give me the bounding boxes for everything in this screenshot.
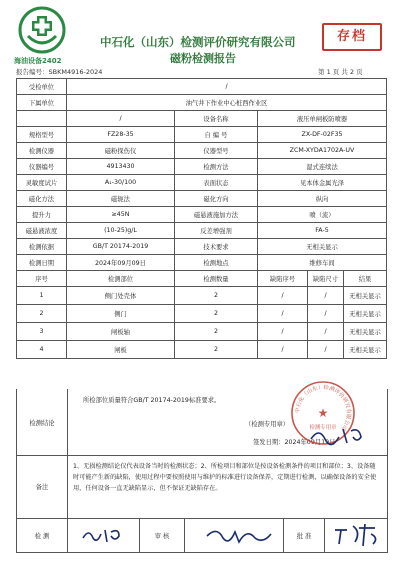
field-label: 磁化方法 [17, 191, 67, 207]
field-label: 灵敏度试片 [17, 175, 67, 191]
field-label: 检测仪器 [17, 143, 67, 159]
field-value: 磁粉探伤仪 [67, 143, 175, 159]
notes-label: 备注 [17, 455, 68, 518]
field-label: 磁悬液浓度 [17, 223, 67, 239]
seal-caption: （检测专用章） [245, 421, 290, 428]
defect-no-cell: / [258, 287, 308, 305]
company-name: 中石化（山东）检测评价研究有限公司 [100, 35, 296, 49]
field-label: 检测方法 [175, 159, 258, 175]
field-value: 油气井下作业中心桩西作业区 [67, 95, 387, 111]
field-label: 仪器型号 [175, 143, 258, 159]
svg-text:★: ★ [317, 406, 329, 420]
notes-section [16, 455, 388, 519]
field-value: / [67, 79, 387, 95]
row-number: 3 [17, 323, 67, 341]
qty-cell: 2 [175, 287, 258, 305]
qty-cell: 2 [175, 305, 258, 323]
defect-no-cell: / [258, 323, 308, 341]
size-cell: / [308, 287, 344, 305]
table-row [17, 175, 387, 191]
conclusion-section [16, 384, 388, 456]
defect-no-cell: / [258, 341, 308, 359]
field-label: 规格型号 [17, 127, 67, 143]
field-value: FA-5 [258, 223, 387, 239]
field-label: 检测地点 [175, 255, 258, 271]
qty-cell: 2 [175, 323, 258, 341]
table-row [17, 287, 387, 305]
field-value: 磁轭法 [67, 191, 175, 207]
result-cell: 无相关显示 [344, 323, 387, 341]
approver-signature [331, 522, 383, 548]
field-value: A₁-30/100 [67, 175, 175, 191]
logo-text: 海油设备2402 [14, 57, 62, 65]
field-value: 维修车间 [258, 255, 387, 271]
field-label: 自 编 号 [175, 127, 258, 143]
field-value: 4913430 [67, 159, 175, 175]
row-number: 2 [17, 305, 67, 323]
conclusion-text: 所检部位质量符合GB/T 20174-2019标准要求。 [83, 397, 221, 404]
field-value: ZX-DF-02F35 [258, 127, 387, 143]
field-value: (10-25)g/L [67, 223, 175, 239]
result-cell: 无相关显示 [344, 305, 387, 323]
field-label: 反差增强剂 [175, 223, 258, 239]
field-value: FZ28-35 [67, 127, 175, 143]
field-label [17, 111, 67, 127]
field-value: 纵向 [258, 191, 387, 207]
table-row [17, 79, 387, 95]
table-row [17, 305, 387, 323]
table-row [17, 341, 387, 359]
column-header: 检测部位 [67, 271, 175, 287]
field-value: 见本体金属光泽 [258, 175, 387, 191]
part-cell: 侧门处壳体 [67, 287, 175, 305]
seal-center-text: 检测专用章 [309, 425, 337, 431]
field-label: 下属单位 [17, 95, 67, 111]
size-cell: / [308, 341, 344, 359]
issue-date: 签发日期：2024年09月19日 [253, 439, 336, 446]
table-row [17, 111, 387, 127]
field-label: 检测依据 [17, 239, 67, 255]
table-row [17, 223, 387, 239]
size-cell: / [308, 323, 344, 341]
part-cell: 闸板轴 [67, 323, 175, 341]
field-label: 提升力 [17, 207, 67, 223]
field-value: / [67, 111, 175, 127]
archive-stamp: 存档 [322, 23, 382, 51]
field-label: 磁化方向 [175, 191, 258, 207]
table-row [17, 255, 387, 271]
field-value: 无相关显示 [258, 239, 387, 255]
size-cell: / [308, 305, 344, 323]
result-cell: 无相关显示 [344, 287, 387, 305]
field-label: 磁悬液施加方法 [175, 207, 258, 223]
field-value: 湿式连续法 [258, 159, 387, 175]
field-value: 液压单闸板防喷器 [258, 111, 387, 127]
column-header: 序号 [17, 271, 67, 287]
defect-no-cell: / [258, 305, 308, 323]
results-header-row [17, 271, 387, 287]
field-label: 技术要求 [175, 239, 258, 255]
column-header: 缺陷尺寸 [308, 271, 344, 287]
field-value: ZCM-XYDA1702A-UV [258, 143, 387, 159]
field-label: 表面状态 [175, 175, 258, 191]
field-label: 检测日期 [17, 255, 67, 271]
column-header: 结果 [344, 271, 387, 287]
table-row [17, 323, 387, 341]
qty-cell: 2 [175, 341, 258, 359]
report-table [16, 78, 387, 359]
report-title: 磁粉检测报告 [170, 52, 236, 65]
inspector-label: 检 测 [17, 518, 68, 552]
row-number: 4 [17, 341, 67, 359]
reviewer-signature [203, 524, 275, 546]
field-label: 受检单位 [17, 79, 67, 95]
approver-label: 批 准 [283, 518, 325, 552]
field-label: 仪器编号 [17, 159, 67, 175]
field-value: 喷（流） [258, 207, 387, 223]
row-number: 1 [17, 287, 67, 305]
part-cell: 闸板 [67, 341, 175, 359]
result-cell: 无相关显示 [344, 341, 387, 359]
reviewer-label: 审 核 [139, 518, 185, 552]
part-cell: 侧门 [67, 305, 175, 323]
table-row [17, 239, 387, 255]
field-value: ≥45N [67, 207, 175, 223]
signature-row [16, 518, 388, 553]
conclusion-label: 检测结论 [17, 389, 68, 455]
table-row [17, 191, 387, 207]
notes-text: 1、无损检测结论仅代表设备当时的检测状态；2、所检项目和部位是按设备检测条件的项目和部位；3、设备随时可能产生新的缺陷，使用过程中要按照使用与维护的标准进行设备保养，定期进行检测，以确保设备的安全使用，任何设备一直无缺陷显示，但不保证无缺陷存在。 [73, 463, 377, 492]
field-value: GB/T 20174-2019 [67, 239, 175, 255]
date-signature [309, 423, 369, 447]
column-header: 缺陷序号 [258, 271, 308, 287]
report-number: 报告编号：SBKM4916-2024 [16, 68, 103, 76]
table-row [17, 127, 387, 143]
page-number: 第 1 页 共 2 页 [318, 68, 363, 76]
table-row [17, 159, 387, 175]
table-row [17, 95, 387, 111]
inspector-signature [79, 524, 129, 546]
field-label: 设备名称 [175, 111, 258, 127]
seal-ring-text: 中石化（山东）检测评价研究有限公司 [294, 384, 352, 431]
table-row [17, 143, 387, 159]
field-value: 2024年09月09日 [67, 255, 175, 271]
company-logo [18, 6, 66, 54]
table-row [17, 207, 387, 223]
column-header: 检测数量 [175, 271, 258, 287]
